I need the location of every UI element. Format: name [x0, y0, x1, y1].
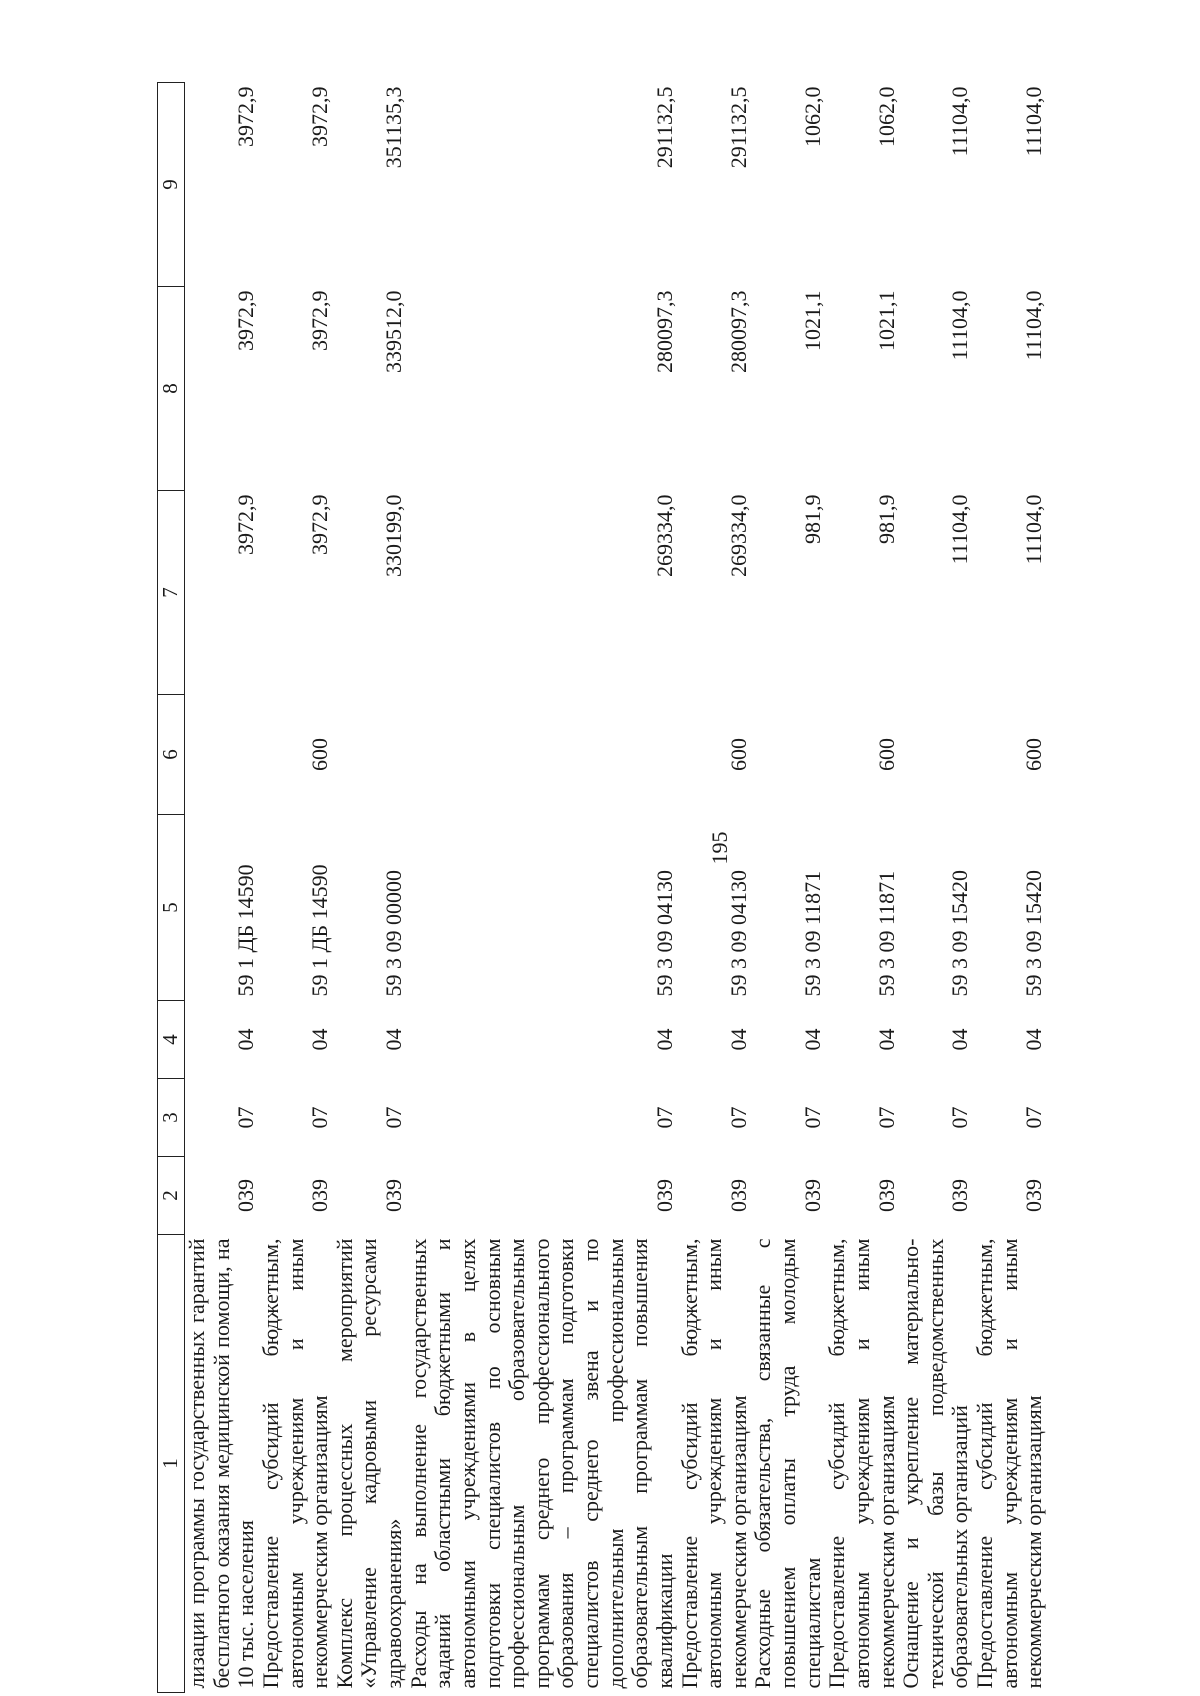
- row-c2: 039: [381, 1179, 406, 1212]
- row-c5: 59 3 09 11871: [873, 870, 899, 997]
- row-c6: [751, 695, 825, 815]
- header-col-4: 4: [158, 1001, 185, 1079]
- header-col-3: 3: [158, 1079, 185, 1157]
- row-c9: 3972,9: [233, 86, 259, 147]
- row-c9: 1062,0: [873, 86, 899, 147]
- row-c7: 269334,0: [651, 494, 677, 577]
- row-c5: 59 3 09 15420: [1021, 870, 1047, 997]
- header-col-2: 2: [158, 1157, 185, 1235]
- row-c9: 11104,0: [947, 86, 973, 157]
- row-c4: 04: [651, 1028, 677, 1051]
- row-c4: 04: [799, 1028, 825, 1051]
- row-name: Расходные обязательства, связанные с повышением оплаты труда молодым специалистам: [750, 1238, 825, 1689]
- table-row: [333, 83, 407, 1693]
- row-c8: 3972,9: [307, 290, 333, 351]
- row-c9: 351135,3: [381, 86, 406, 169]
- budget-table: [157, 82, 1047, 1693]
- row-c7: 3972,9: [233, 494, 259, 555]
- header-col-7: 7: [158, 491, 185, 695]
- row-c6: [407, 695, 678, 815]
- table-body: [185, 83, 1047, 1693]
- row-c7: 3972,9: [307, 494, 333, 555]
- row-c7: 11104,0: [947, 494, 973, 565]
- row-c8: 11104,0: [947, 290, 973, 361]
- row-name: Предоставление субсидий бюджетным, автономным учреждениям и иным некоммерческим организациям: [257, 1238, 333, 1689]
- row-c3: 07: [799, 1106, 825, 1129]
- row-c8: 11104,0: [1021, 290, 1047, 361]
- row-c3: 07: [725, 1106, 751, 1129]
- row-c9: 291132,5: [725, 86, 751, 169]
- row-c8: 1021,1: [873, 290, 899, 351]
- row-c7: 330199,0: [381, 494, 406, 577]
- row-c4: 04: [307, 1028, 333, 1051]
- row-c8: 1021,1: [799, 290, 825, 351]
- row-c5: 59 3 09 04130: [725, 870, 751, 997]
- row-c4: 04: [1021, 1028, 1047, 1051]
- table-row: [678, 83, 752, 1693]
- row-c2: 039: [947, 1179, 973, 1212]
- row-c6: 600: [307, 738, 333, 771]
- row-c8: 339512,0: [381, 290, 406, 373]
- row-c6: 600: [873, 738, 899, 771]
- row-c6: 600: [1021, 738, 1047, 771]
- row-c9: 11104,0: [1021, 86, 1047, 157]
- header-col-1: 1: [158, 1235, 185, 1693]
- row-c4: 04: [947, 1028, 973, 1051]
- header-col-8: 8: [158, 287, 185, 491]
- row-name: Предоставление субсидий бюджетным, автономным учреждениям и иным некоммерческим организациям: [824, 1238, 899, 1689]
- row-c8: 280097,3: [651, 290, 677, 373]
- row-c7: 981,9: [873, 494, 899, 544]
- table-row: [825, 83, 899, 1693]
- table-row: [899, 83, 973, 1693]
- row-name: Комплекс процессных мероприятий «Управление кадровыми ресурсами здравоохранения»: [331, 1238, 406, 1689]
- row-c6: 600: [725, 738, 751, 771]
- row-c3: 07: [651, 1106, 677, 1129]
- row-c5: 59 3 09 11871: [799, 870, 825, 997]
- row-c7: 11104,0: [1021, 494, 1047, 565]
- row-c2: 039: [307, 1179, 333, 1212]
- row-c9: 291132,5: [651, 86, 677, 169]
- row-c5: 59 3 09 15420: [947, 870, 973, 997]
- row-c2: 039: [1021, 1179, 1047, 1212]
- row-c6: [899, 695, 973, 815]
- row-c4: 04: [873, 1028, 899, 1051]
- row-name: Расходы на выполнение государственных заданий областными бюджетными и автономными учреждениями в целях подготовки специалистов по основным профессиональным образовательным программам среднего профессионального образования – программам подготовки специалистов среднего звена и по дополнительным профессиональным образовательным программам повышения квалификации: [405, 1238, 677, 1689]
- row-name: Оснащение и укрепление материально-технической базы подведомственных образовательных организаций: [898, 1238, 973, 1689]
- row-c8: 3972,9: [233, 290, 259, 351]
- header-col-9: 9: [158, 83, 185, 287]
- table-header: [158, 83, 185, 1693]
- row-c6: [333, 695, 407, 815]
- row-c5: 59 1 ДБ 14590: [233, 864, 259, 997]
- row-c4: 04: [381, 1028, 406, 1051]
- rotated-table-container: [157, 83, 1187, 1693]
- header-row: [158, 83, 185, 1693]
- row-c3: 07: [307, 1106, 333, 1129]
- row-c7: 981,9: [799, 494, 825, 544]
- row-name: Предоставление субсидий бюджетным, автономным учреждениям и иным некоммерческим организациям: [972, 1238, 1047, 1689]
- table-row: [407, 83, 678, 1693]
- row-c9: 3972,9: [307, 86, 333, 147]
- row-c7: 269334,0: [725, 494, 751, 577]
- row-c2: 039: [233, 1179, 259, 1212]
- table-row: [259, 83, 333, 1693]
- row-c8: 280097,3: [725, 290, 751, 373]
- row-c3: 07: [873, 1106, 899, 1129]
- page-number: 195: [707, 831, 732, 865]
- row-c2: 039: [651, 1179, 677, 1212]
- row-c4: 04: [233, 1028, 259, 1051]
- row-c6: [185, 695, 259, 815]
- row-c2: 039: [799, 1179, 825, 1212]
- header-col-5: 5: [158, 815, 185, 1001]
- row-c5: 59 1 ДБ 14590: [307, 864, 333, 997]
- row-c9: 1062,0: [799, 86, 825, 147]
- table-row: [751, 83, 825, 1693]
- row-c3: 07: [233, 1106, 259, 1129]
- header-col-6: 6: [158, 695, 185, 815]
- table-row: [185, 83, 259, 1693]
- row-c3: 07: [947, 1106, 973, 1129]
- row-c5: 59 3 09 04130: [651, 870, 677, 997]
- row-c2: 039: [725, 1179, 751, 1212]
- row-name: лизации программы государственных гарантий бесплатного оказания медицинской помощи, на 10 тыс. населения: [184, 1238, 259, 1689]
- row-c3: 07: [1021, 1106, 1047, 1129]
- row-c4: 04: [725, 1028, 751, 1051]
- row-c5: 59 3 09 00000: [381, 870, 406, 997]
- table-row: [973, 83, 1047, 1693]
- row-c2: 039: [873, 1179, 899, 1212]
- row-name: Предоставление субсидий бюджетным, автономным учреждениям и иным некоммерческим организациям: [676, 1238, 751, 1689]
- row-c3: 07: [381, 1106, 406, 1129]
